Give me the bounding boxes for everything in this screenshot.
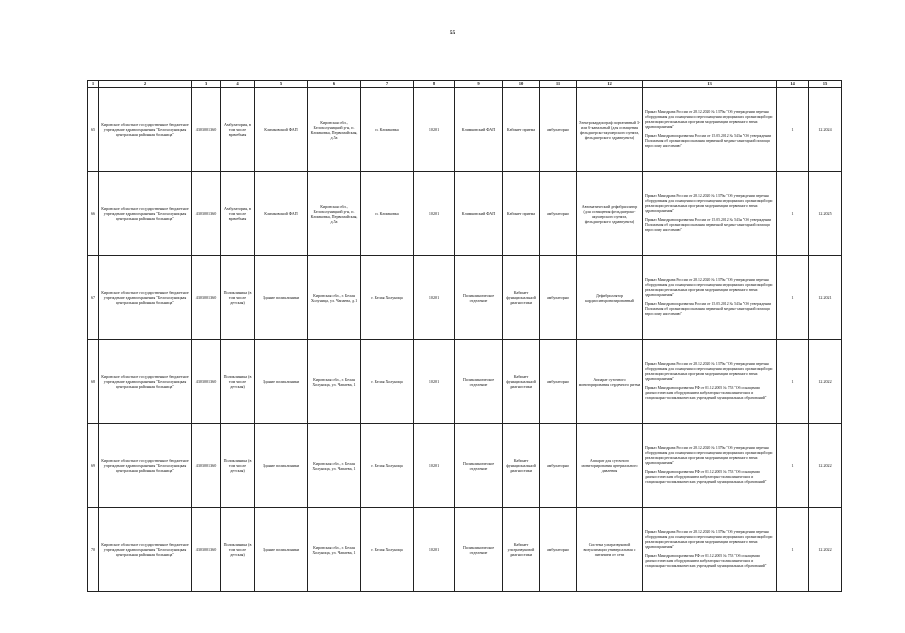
quantity-cell: 1 bbox=[777, 172, 809, 256]
address-cell: Кировская обл., г. Белая Холуница, ул. Чапаева, 1 bbox=[308, 424, 361, 508]
facility-type-cell: Поликлиника (в том числе детская) bbox=[221, 256, 255, 340]
organization-name-cell: Кировское областное государственное бюджетное учреждение здравоохранения "Белохолуницкая центральная районная больница" bbox=[99, 88, 192, 172]
row-number-cell: 65 bbox=[88, 88, 99, 172]
building-name-cell: Здание поликлиники bbox=[255, 340, 308, 424]
delivery-date-cell: 12.2022 bbox=[809, 340, 842, 424]
column-header-1: 1 bbox=[88, 81, 99, 88]
legal-basis-cell bbox=[643, 88, 777, 172]
address-cell: Кировская обл., Белохолуницкий р-н, п. Климковка, Первомайская, д.5а bbox=[308, 172, 361, 256]
table-row bbox=[88, 424, 842, 508]
facility-code-cell: 10201 bbox=[414, 508, 455, 592]
column-header-11: 11 bbox=[540, 81, 577, 88]
quantity-cell: 1 bbox=[777, 340, 809, 424]
organization-name-cell: Кировское областное государственное бюджетное учреждение здравоохранения "Белохолуницкая центральная районная больница" bbox=[99, 172, 192, 256]
legal-basis-cell bbox=[643, 508, 777, 592]
care-condition-cell: амбулаторно bbox=[540, 88, 577, 172]
table-row bbox=[88, 256, 842, 340]
equipment-name-cell: Автоматический дефибриллятор (для оснащения фельдшерско-акушерского пункта, фельдшерского здравпункта) bbox=[577, 172, 643, 256]
quantity-cell: 1 bbox=[777, 88, 809, 172]
locality-cell: п. Климковка bbox=[361, 88, 414, 172]
address-cell: Кировская обл., г. Белая Холуница, ул. Чапаева, 1 bbox=[308, 340, 361, 424]
facility-code-cell: 10201 bbox=[414, 424, 455, 508]
building-name-cell: Климковский ФАП bbox=[255, 88, 308, 172]
department-cell: Поликлиническое отделение bbox=[455, 256, 503, 340]
column-header-6: 6 bbox=[308, 81, 361, 88]
equipment-name-cell: Аппарат суточного мониторирования сердечного ритма bbox=[577, 340, 643, 424]
legal-basis-order-b: Приказ Минздравсоцразвития России от 15.05.2012 № 543н "Об утверждении Положения об организации оказания первичной медико-санитарной помощи взрослому населению" bbox=[645, 218, 772, 233]
inn-code-cell: 4303001360 bbox=[192, 508, 221, 592]
facility-type-cell: Поликлиника (в том числе детская) bbox=[221, 340, 255, 424]
delivery-date-cell: 12.2022 bbox=[809, 508, 842, 592]
equipment-name-cell: Электрокардиограф портативный 3- или 6-канальный (для оснащения фельдшерско-акушерского пункта, фельдшерского здравпункта) bbox=[577, 88, 643, 172]
table-header-row bbox=[88, 81, 842, 88]
quantity-cell: 1 bbox=[777, 256, 809, 340]
equipment-name-cell: Дефибриллятор кардиосинхронизированный bbox=[577, 256, 643, 340]
table-row bbox=[88, 88, 842, 172]
delivery-date-cell: 12.2024 bbox=[809, 88, 842, 172]
table-row bbox=[88, 508, 842, 592]
legal-basis-order-a: Приказ Минздрава России от 28.12.2020 № 1379н "Об утверждении перечня оборудования для оснащения и переоснащения медицинских организаций при реализации региональных программ модернизации первичного звена здравоохранения" bbox=[645, 193, 773, 213]
legal-basis-order-b: Приказ Минздравсоцразвития РФ от 01.12.2005 № 753 "Об оснащении диагностическим оборудованием амбулаторно-поликлинических и стационарно-поликлинических учреждений муниципальных образований" bbox=[645, 470, 767, 485]
facility-type-cell: Поликлиника (в том числе детская) bbox=[221, 424, 255, 508]
column-header-14: 14 bbox=[777, 81, 809, 88]
organization-name-cell: Кировское областное государственное бюджетное учреждение здравоохранения "Белохолуницкая центральная районная больница" bbox=[99, 340, 192, 424]
room-cell: Кабинет функциональной диагностики bbox=[503, 424, 540, 508]
care-condition-cell: амбулаторно bbox=[540, 172, 577, 256]
room-cell: Кабинет приема bbox=[503, 172, 540, 256]
organization-name-cell: Кировское областное государственное бюджетное учреждение здравоохранения "Белохолуницкая центральная районная больница" bbox=[99, 424, 192, 508]
legal-basis-cell bbox=[643, 172, 777, 256]
legal-basis-order-b: Приказ Минздравсоцразвития России от 15.05.2012 № 543н "Об утверждении Положения об организации оказания первичной медико-санитарной помощи взрослому населению" bbox=[645, 302, 772, 317]
column-header-15: 15 bbox=[809, 81, 842, 88]
equipment-name-cell: Система ультразвуковой визуализации универсальная с питанием от сети bbox=[577, 508, 643, 592]
inn-code-cell: 4303001360 bbox=[192, 340, 221, 424]
facility-type-cell: Поликлиника (в том числе детская) bbox=[221, 508, 255, 592]
legal-basis-cell bbox=[643, 424, 777, 508]
inn-code-cell: 4303001360 bbox=[192, 172, 221, 256]
care-condition-cell: амбулаторно bbox=[540, 424, 577, 508]
column-header-8: 8 bbox=[414, 81, 455, 88]
legal-basis-order-a: Приказ Минздрава России от 28.12.2020 № 1379н "Об утверждении перечня оборудования для оснащения и переоснащения медицинских организаций при реализации региональных программ модернизации первичного звена здравоохранения" bbox=[645, 109, 773, 129]
facility-code-cell: 10201 bbox=[414, 256, 455, 340]
room-cell: Кабинет приема bbox=[503, 88, 540, 172]
column-header-7: 7 bbox=[361, 81, 414, 88]
page-number: 55 bbox=[449, 30, 456, 36]
delivery-date-cell: 12.2022 bbox=[809, 424, 842, 508]
locality-cell: п. Климковка bbox=[361, 172, 414, 256]
facility-code-cell: 10201 bbox=[414, 88, 455, 172]
legal-basis-order-a: Приказ Минздрава России от 28.12.2020 № 1379н "Об утверждении перечня оборудования для оснащения и переоснащения медицинских организаций при реализации региональных программ модернизации первичного звена здравоохранения" bbox=[645, 529, 773, 549]
legal-basis-cell bbox=[643, 256, 777, 340]
organization-name-cell: Кировское областное государственное бюджетное учреждение здравоохранения "Белохолуницкая центральная районная больница" bbox=[99, 256, 192, 340]
department-cell: Климковский ФАП bbox=[455, 88, 503, 172]
legal-basis-order-a: Приказ Минздрава России от 28.12.2020 № 1379н "Об утверждении перечня оборудования для оснащения и переоснащения медицинских организаций при реализации региональных программ модернизации первичного звена здравоохранения" bbox=[645, 445, 773, 465]
delivery-date-cell: 12.2025 bbox=[809, 172, 842, 256]
column-header-3: 3 bbox=[192, 81, 221, 88]
column-header-12: 12 bbox=[577, 81, 643, 88]
quantity-cell: 1 bbox=[777, 508, 809, 592]
address-cell: Кировская обл., г. Белая Холуница, ул. Чапаева, 1 bbox=[308, 508, 361, 592]
column-header-4: 4 bbox=[221, 81, 255, 88]
locality-cell: г. Белая Холуница bbox=[361, 424, 414, 508]
column-header-9: 9 bbox=[455, 81, 503, 88]
delivery-date-cell: 12.2021 bbox=[809, 256, 842, 340]
care-condition-cell: амбулаторно bbox=[540, 508, 577, 592]
row-number-cell: 69 bbox=[88, 424, 99, 508]
column-header-2: 2 bbox=[99, 81, 192, 88]
inn-code-cell: 4303001360 bbox=[192, 424, 221, 508]
building-name-cell: Климковский ФАП bbox=[255, 172, 308, 256]
care-condition-cell: амбулаторно bbox=[540, 256, 577, 340]
address-cell: Кировская обл., Белохолуницкий р-н, п. Климковка, Первомайская, д.5а bbox=[308, 88, 361, 172]
legal-basis-order-a: Приказ Минздрава России от 28.12.2020 № 1379н "Об утверждении перечня оборудования для оснащения и переоснащения медицинских организаций при реализации региональных программ модернизации первичного звена здравоохранения" bbox=[645, 361, 773, 381]
department-cell: Поликлиническое отделение bbox=[455, 424, 503, 508]
legal-basis-order-b: Приказ Минздравсоцразвития России от 15.05.2012 № 543н "Об утверждении Положения об организации оказания первичной медико-санитарной помощи взрослому населению" bbox=[645, 134, 772, 149]
column-header-13: 13 bbox=[643, 81, 777, 88]
care-condition-cell: амбулаторно bbox=[540, 340, 577, 424]
facility-type-cell: Амбулатория, в том числе врачебная bbox=[221, 88, 255, 172]
room-cell: Кабинет функциональной диагностики bbox=[503, 340, 540, 424]
inn-code-cell: 4303001360 bbox=[192, 88, 221, 172]
equipment-table bbox=[87, 80, 842, 592]
facility-type-cell: Амбулатория, в том числе врачебная bbox=[221, 172, 255, 256]
quantity-cell: 1 bbox=[777, 424, 809, 508]
table-row bbox=[88, 340, 842, 424]
inn-code-cell: 4303001360 bbox=[192, 256, 221, 340]
organization-name-cell: Кировское областное государственное бюджетное учреждение здравоохранения "Белохолуницкая центральная районная больница" bbox=[99, 508, 192, 592]
row-number-cell: 67 bbox=[88, 256, 99, 340]
table-row bbox=[88, 172, 842, 256]
room-cell: Кабинет функциональной диагностики bbox=[503, 256, 540, 340]
building-name-cell: Здание поликлиники bbox=[255, 508, 308, 592]
facility-code-cell: 10201 bbox=[414, 172, 455, 256]
legal-basis-order-b: Приказ Минздравсоцразвития РФ от 01.12.2005 № 753 "Об оснащении диагностическим оборудованием амбулаторно-поликлинических и стационарно-поликлинических учреждений муниципальных образований" bbox=[645, 554, 767, 569]
legal-basis-order-a: Приказ Минздрава России от 28.12.2020 № 1379н "Об утверждении перечня оборудования для оснащения и переоснащения медицинских организаций при реализации региональных программ модернизации первичного звена здравоохранения" bbox=[645, 277, 773, 297]
legal-basis-cell bbox=[643, 340, 777, 424]
row-number-cell: 68 bbox=[88, 340, 99, 424]
room-cell: Кабинет ультразвуковой диагностики bbox=[503, 508, 540, 592]
address-cell: Кировская обл., г. Белая Холуница, ул. Чапаева, д.1 bbox=[308, 256, 361, 340]
facility-code-cell: 10201 bbox=[414, 340, 455, 424]
department-cell: Поликлиническое отделение bbox=[455, 508, 503, 592]
row-number-cell: 70 bbox=[88, 508, 99, 592]
department-cell: Климковский ФАП bbox=[455, 172, 503, 256]
locality-cell: г. Белая Холуница bbox=[361, 508, 414, 592]
column-header-10: 10 bbox=[503, 81, 540, 88]
legal-basis-order-b: Приказ Минздравсоцразвития РФ от 01.12.2005 № 753 "Об оснащении диагностическим оборудованием амбулаторно-поликлинических и стационарно-поликлинических учреждений муниципальных образований" bbox=[645, 386, 767, 401]
building-name-cell: Здание поликлиники bbox=[255, 256, 308, 340]
department-cell: Поликлиническое отделение bbox=[455, 340, 503, 424]
row-number-cell: 66 bbox=[88, 172, 99, 256]
equipment-name-cell: Аппарат для суточного мониторирования артериального давления bbox=[577, 424, 643, 508]
building-name-cell: Здание поликлиники bbox=[255, 424, 308, 508]
column-header-5: 5 bbox=[255, 81, 308, 88]
locality-cell: г. Белая Холуница bbox=[361, 340, 414, 424]
locality-cell: г. Белая Холуница bbox=[361, 256, 414, 340]
